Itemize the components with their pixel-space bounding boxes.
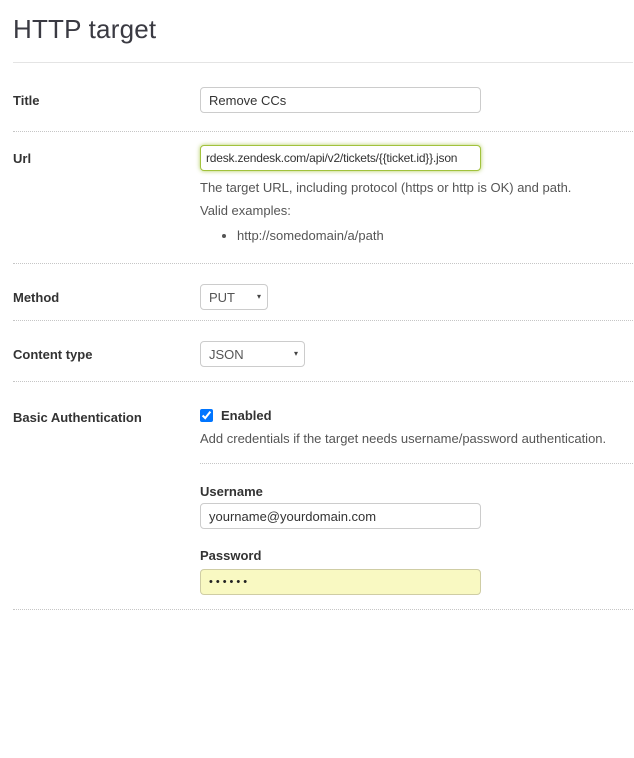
url-examples-heading: Valid examples: [200, 203, 291, 218]
password-input[interactable] [200, 569, 481, 595]
url-input[interactable] [200, 145, 481, 171]
enabled-checkbox[interactable] [200, 409, 213, 422]
chevron-down-icon: ▾ [293, 348, 298, 358]
username-label: Username [200, 484, 263, 499]
title-row [13, 63, 633, 131]
enabled-checkbox-line [200, 404, 633, 423]
title-label: Title [13, 93, 40, 108]
chevron-down-icon: ▾ [256, 291, 261, 301]
username-input[interactable] [200, 503, 481, 529]
url-label: Url [13, 151, 32, 166]
method-label: Method [13, 290, 60, 305]
method-select[interactable] [200, 284, 268, 310]
url-example-item: • http://somedomain/a/path [237, 228, 633, 244]
content-type-row [13, 321, 633, 381]
auth-hint: Add credentials if the target needs username/password authentication. [200, 431, 607, 446]
http-target-page [0, 14, 634, 610]
content-type-label: Content type [13, 347, 93, 362]
password-label: Password [200, 548, 262, 563]
url-hint: The target URL, including protocol (https or http is OK) and path. [200, 180, 572, 195]
basic-auth-row [13, 382, 633, 609]
content-type-select[interactable] [200, 341, 305, 367]
auth-inner-divider [200, 463, 633, 464]
method-row [13, 264, 633, 320]
url-row [13, 132, 633, 263]
title-input[interactable] [200, 87, 481, 113]
page-title: HTTP target [13, 14, 157, 44]
url-examples-list [200, 228, 633, 244]
basic-auth-label: Basic Authentication [13, 410, 142, 425]
enabled-checkbox-label[interactable]: Enabled [221, 408, 272, 423]
section-divider [13, 609, 633, 610]
